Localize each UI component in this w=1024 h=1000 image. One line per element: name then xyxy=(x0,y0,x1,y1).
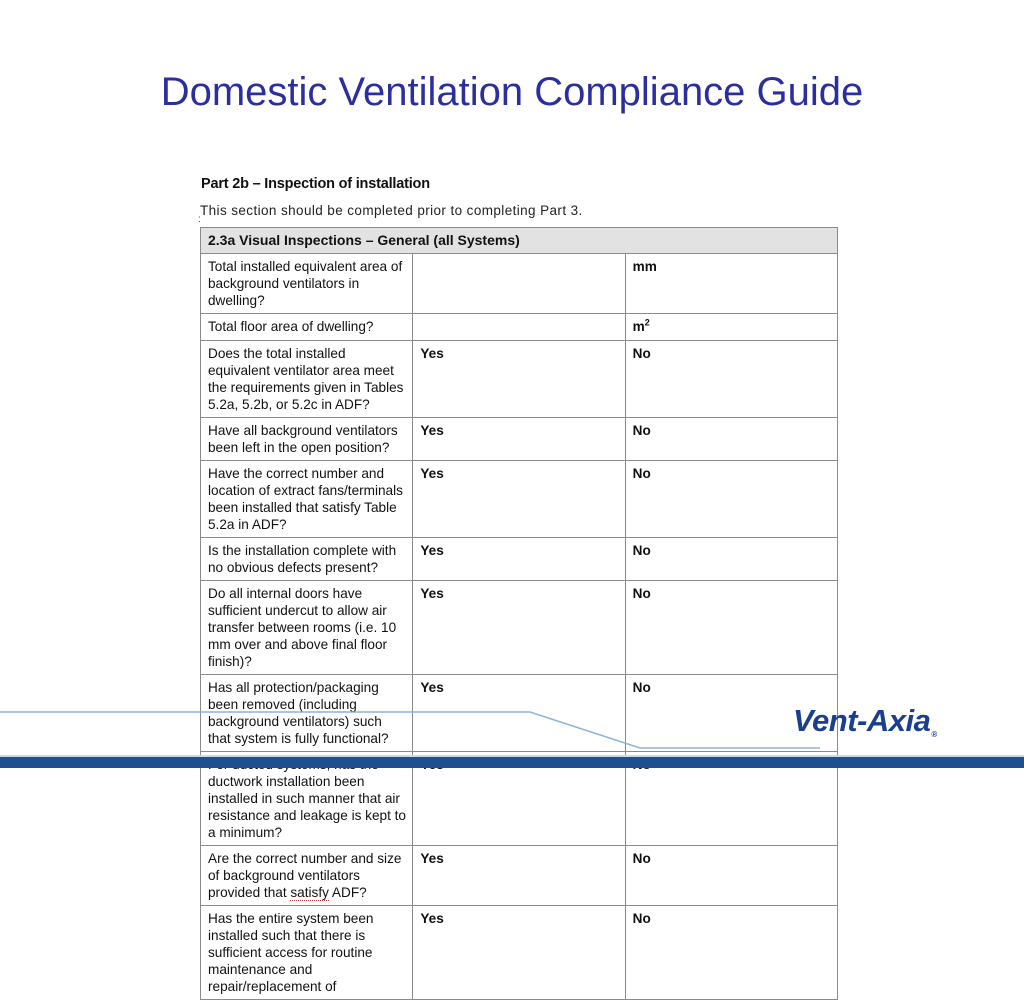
yes-cell: Yes xyxy=(413,846,625,906)
no-cell: No xyxy=(625,581,837,675)
table-row xyxy=(201,906,838,1000)
question-text: Are the correct number and size of background ventilators provided that xyxy=(208,851,402,900)
yes-cell: Yes xyxy=(413,461,625,538)
table-row xyxy=(201,846,838,906)
question-text-end: ADF? xyxy=(328,885,367,900)
no-cell: No xyxy=(625,538,837,581)
question-cell: Have all background ventilators been left in the open position? xyxy=(201,418,413,461)
question-cell: Do all internal doors have sufficient undercut to allow air transfer between rooms (i.e. 10 mm over and above final floor finish)? xyxy=(201,581,413,675)
registered-mark: ® xyxy=(931,730,937,739)
footer-band-highlight xyxy=(0,755,1024,757)
yes-cell: Yes xyxy=(413,341,625,418)
section-note: This section should be completed prior to completing Part 3. xyxy=(200,203,583,218)
question-cell: Have the correct number and location of extract fans/terminals been installed that satisfy Table 5.2a in ADF? xyxy=(201,461,413,538)
question-cell xyxy=(201,846,413,906)
yes-cell: Yes xyxy=(413,906,625,1000)
footer-band xyxy=(0,757,1024,768)
question-cell: Total floor area of dwelling? xyxy=(201,314,413,341)
vent-axia-logo xyxy=(793,703,937,739)
spellcheck-flagged-word: satisfy xyxy=(290,885,329,900)
footer-swoosh-line xyxy=(0,712,820,748)
question-cell: Has all protection/packaging been removed (including background ventilators) such that system is fully functional? xyxy=(201,675,413,752)
logo-text: Vent-Axia xyxy=(793,703,931,738)
unit-text: m xyxy=(632,319,645,334)
no-cell: No xyxy=(625,461,837,538)
yes-cell: Yes xyxy=(413,581,625,675)
slide-title: Domestic Ventilation Compliance Guide xyxy=(160,70,864,114)
yes-cell: Yes xyxy=(413,675,625,752)
question-cell: ductwork installation been installed in such manner that air resistance and leakage is kept to a minimum? xyxy=(201,752,413,846)
no-cell: No xyxy=(625,341,837,418)
yes-cell: Yes xyxy=(413,418,625,461)
unit-superscript: 2 xyxy=(644,317,650,328)
question-cell: Does the total installed equivalent ventilator area meet the requirements given in Tables 5.2a, 5.2b, or 5.2c in ADF? xyxy=(201,341,413,418)
question-cell: Has the entire system been installed such that there is sufficient access for routine maintenance and repair/replacement of xyxy=(201,906,413,1000)
no-cell: No xyxy=(625,418,837,461)
question-cell: Total installed equivalent area of background ventilators in dwelling? xyxy=(201,254,413,314)
section-header-cell: 2.3a Visual Inspections – General (all Systems) xyxy=(201,228,838,254)
no-cell: No xyxy=(625,906,837,1000)
margin-marker: : xyxy=(198,214,201,225)
question-cell: Is the installation complete with no obvious defects present? xyxy=(201,538,413,581)
yes-cell: Yes xyxy=(413,538,625,581)
part-heading: Part 2b – Inspection of installation xyxy=(201,176,430,192)
no-cell: No xyxy=(625,675,837,752)
no-cell: No xyxy=(625,846,837,906)
unit-cell: mm xyxy=(625,254,837,314)
